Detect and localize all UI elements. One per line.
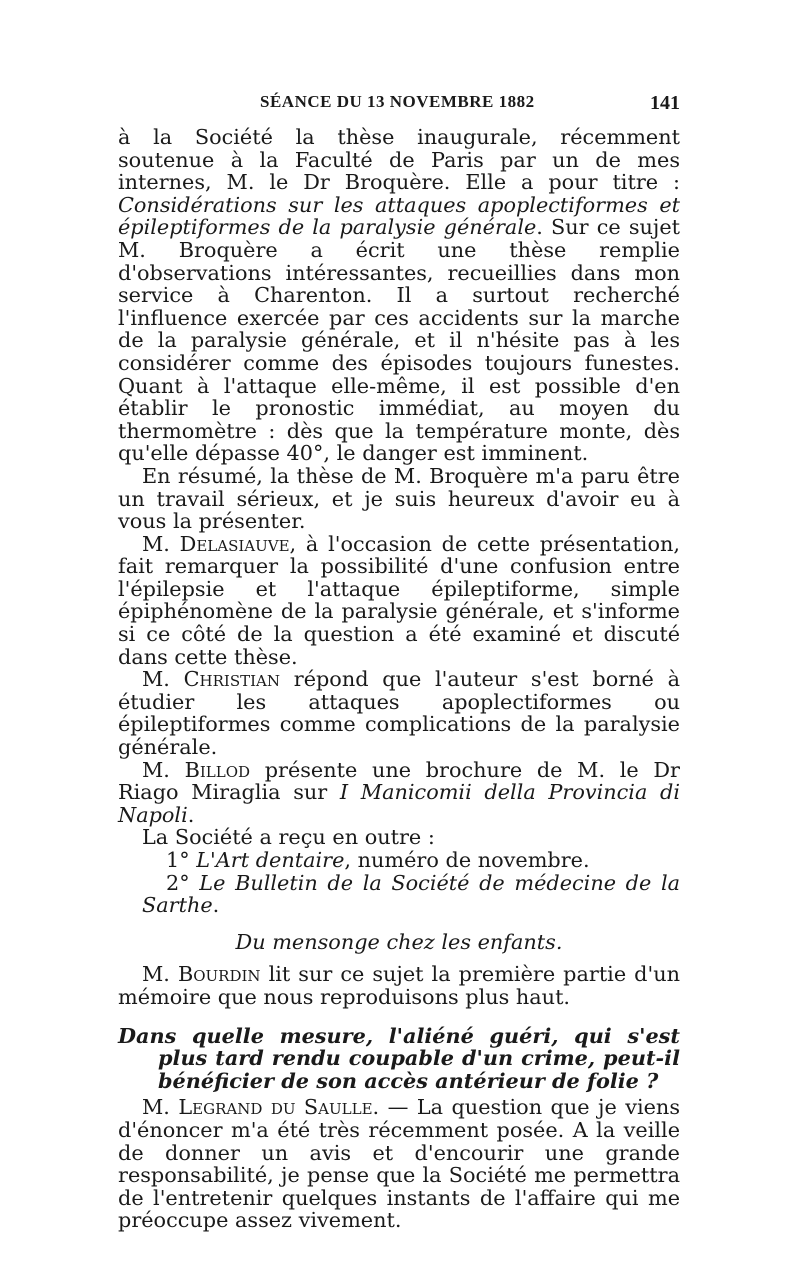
- list-text: , numéro de novembre.: [344, 848, 590, 872]
- paragraph-delasiauve: [118, 533, 680, 669]
- paragraph-received: La Société a reçu en outre :: [142, 825, 435, 850]
- publication-title: Le Bulletin de la Société de médecine de la Sarthe: [142, 870, 681, 918]
- paragraph-broquere-thesis: [118, 126, 680, 465]
- paragraph-text: présente une brochure de M. le Dr Riago Miraglia sur: [118, 757, 680, 805]
- body-text: [118, 126, 680, 1232]
- paragraph-text: répond que l'auteur s'est borné à étudier les attaques apoplectiformes ou épileptiformes comme complications de la paralysie générale.: [118, 667, 680, 760]
- paragraph-text: à la Société la thèse inaugurale, récemment soutenue à la Faculté de Paris par un de mes internes, M. le Dr Broquère. Elle a pour titre :: [118, 125, 680, 195]
- paragraph-text: . Sur ce sujet M. Broquère a écrit une thèse remplie d'observations intéressantes, recueillies dans mon service à Charenton. Il a surtout recherché l'influence exercée par ces accidents sur la marche de la paralysie générale, et il n'hésite pas à les considérer comme des épisodes toujours funestes. Quant à l'attaque elle-même, il est possible d'en établir le pronostic immédiat, au moyen du thermomètre : dès que la température monte, dès qu'elle dépasse 40°, le danger est imminent.: [118, 215, 680, 466]
- list-number: 2°: [166, 870, 200, 895]
- list-text: .: [212, 893, 220, 918]
- paragraph-bourdin: [118, 963, 680, 1008]
- paragraph-text: , à l'occasion de cette présentation, fait remarquer la possibilité d'une confusion entre l'épilepsie et l'attaque épileptiforme, simple épiphénomène de la paralysie générale, et s'informe si ce côté de la question a été examiné et discuté dans cette thèse.: [118, 531, 680, 669]
- running-title: SÉANCE DU 13 NOVEMBRE 1882: [260, 92, 535, 111]
- list-item: [118, 872, 680, 917]
- publication-title: L'Art dentaire: [196, 848, 345, 872]
- paragraph-legrand: [118, 1096, 680, 1232]
- list-number: 1°: [166, 848, 197, 872]
- page-header: [118, 92, 680, 120]
- page-number: 141: [650, 92, 680, 114]
- paragraph-summary: En résumé, la thèse de M. Broquère m'a paru être un travail sérieux, et je suis heureux d'avoir eu à vous la présenter.: [118, 463, 680, 534]
- paragraph-text: . — La question que je viens d'énoncer m'a été très récemment posée. A la veille de donner un avis et d'encourir une grande responsabilité, je pense que la Société me permettra de l'entretenir quelques instants de l'affaire qui me préoccupe assez vivement.: [118, 1095, 680, 1233]
- speaker-name: M. Bourdin: [142, 962, 261, 987]
- speaker-name: M. Christian: [142, 667, 281, 692]
- paragraph-text: lit sur ce sujet la première partie d'un mémoire que nous reproduisons plus haut.: [118, 962, 680, 1009]
- paragraph-billod: [118, 759, 680, 827]
- section-title: Du mensonge chez les enfants.: [235, 929, 563, 954]
- paragraph-christian: [118, 668, 680, 758]
- speaker-name: M. Billod: [142, 757, 251, 782]
- list-item: [118, 849, 680, 872]
- brochure-title: I Manicomii della Provincia di Napoli: [118, 780, 681, 827]
- speaker-name: M. Legrand du Saulle: [142, 1095, 373, 1120]
- thesis-title: Considérations sur les attaques apoplectiformes et épileptiformes de la paralysie générale: [118, 192, 680, 240]
- speaker-name: M. Delasiauve: [142, 531, 290, 556]
- paragraph-text: .: [187, 802, 195, 827]
- question-heading: Dans quelle mesure, l'aliéné guéri, qui s'est plus tard rendu coupable d'un crime, peut-il bénéficier de son accès antérieur de folie ?: [118, 1022, 680, 1093]
